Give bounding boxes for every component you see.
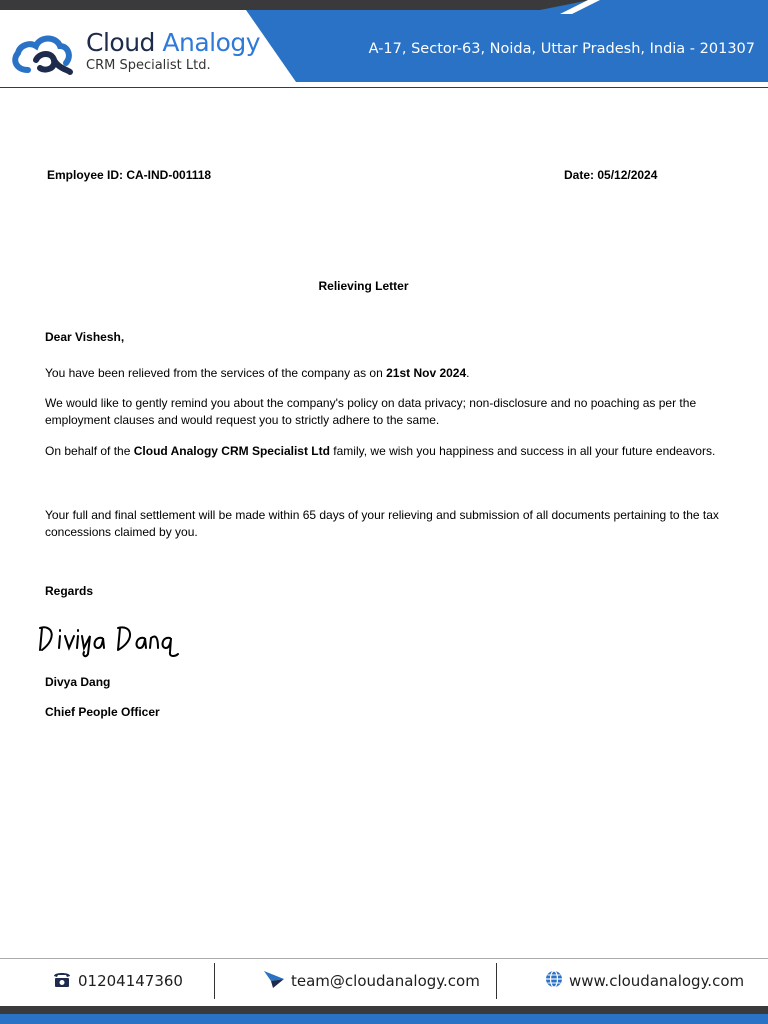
logo-word-cloud: Cloud <box>86 28 155 57</box>
p3-end: family, we wish you happiness and success in all your future endeavors. <box>329 444 716 458</box>
employee-id: Employee ID: CA-IND-001118 <box>47 168 212 182</box>
company-name-bold: Cloud Analogy CRM Specialist Ltd <box>133 444 330 458</box>
footer-divider <box>0 958 768 959</box>
paragraph-settlement: Your full and final settlement will be made within 65 days of your relieving and submission of all documents pertaining to the tax concessions claimed by you. <box>45 508 719 539</box>
footer-phone <box>52 970 183 992</box>
paragraph-policy: We would like to gently remind you about the company's policy on data privacy; non-disclosure and no poaching as per the employment clauses and would request you to strictly adhere to the same. <box>45 396 697 427</box>
logo-word-analogy: Analogy <box>162 28 261 57</box>
logo-subtitle: CRM Specialist Ltd. <box>86 58 211 73</box>
greeting: Dear Vishesh, <box>45 330 125 344</box>
footer-separator <box>214 963 215 999</box>
paper-plane-icon <box>263 969 285 993</box>
p1-text: You have been relieved from the services of the company as on <box>45 366 387 380</box>
cloud-logo-icon <box>10 30 74 81</box>
phone-icon <box>52 970 72 992</box>
paragraph-relieved <box>45 365 725 382</box>
header-divider <box>0 87 768 88</box>
p3-start: On behalf of the <box>45 444 134 458</box>
website-url[interactable]: www.cloudanalogy.com <box>569 972 745 990</box>
closing: Regards <box>45 584 94 598</box>
footer-separator <box>496 963 497 999</box>
paragraph-wishes <box>45 443 725 460</box>
handwritten-signature <box>36 618 181 663</box>
letter-date: Date: 05/12/2024 <box>564 168 658 182</box>
footer-email <box>263 970 480 992</box>
signer-title: Chief People Officer <box>45 705 160 719</box>
letter-subject: Relieving Letter <box>318 279 409 293</box>
p1-end: . <box>466 366 470 380</box>
footer-website <box>545 970 744 992</box>
globe-icon <box>545 970 563 992</box>
company-address: A-17, Sector-63, Noida, Uttar Pradesh, India - 201307 <box>368 41 755 57</box>
relieving-date: 21st Nov 2024 <box>386 366 467 380</box>
phone-number: 01204147360 <box>78 972 183 990</box>
signer-name: Divya Dang <box>45 675 111 689</box>
company-logo-text <box>86 28 260 58</box>
email-address[interactable]: team@cloudanalogy.com <box>291 972 480 990</box>
footer-bar-blue <box>0 1014 768 1024</box>
